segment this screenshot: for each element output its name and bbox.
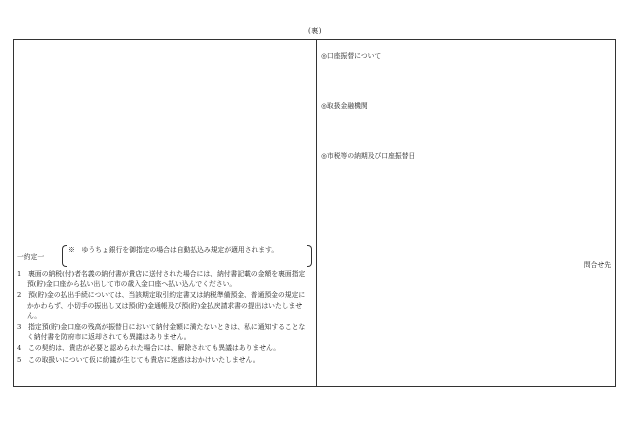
agreement-section [14,40,316,386]
info-section [317,40,615,386]
yucho-notice: ※ ゆうちょ銀行を御指定の場合は自動払込み規定が適用されます。 [62,245,312,255]
agreement-clauses [17,269,311,366]
heading-tax-deadlines: ◎市税等の納期及び口座振替日 [321,152,416,160]
clause-5: 5 この取扱いについて仮に紛議が生じても貴店に迷惑はおかけいたしません。 [17,355,260,364]
page-label: (裏) [308,27,322,35]
clause-1: 1 裏面の納税(付)者名義の納付書が貴店に送付された場合には、納付書記載の金額を裏面指定預(貯)金口座から払い出して市の歳入金口座へ払い込んでください。 [17,270,306,289]
heading-account-transfer: ◎口座振替について [321,52,382,60]
form-frame [13,39,616,387]
clause-3: 3 指定預(貯)金口座の残高が振替日において納付金額に満たないときは、私に通知することなく納付書を防府市に返却されても異議はありません。 [17,323,306,342]
clause-2: 2 預(貯)金の払出手続については、当該期定取引約定書又は納税準備預金、普通預金の規定にかかわらず、小切手の振出し又は預(貯)金通帳及び預(貯)金払戻請求書の提出はいたしません。 [17,291,306,320]
heading-financial-institutions: ◎取扱金融機関 [321,102,368,110]
agreement-title: 一約定一 [17,253,45,261]
contact-label: 問合せ先 [583,261,611,269]
clause-4: 4 この契約は、貴店が必要と認められた場合には、解除されても異議はありません。 [17,344,281,353]
